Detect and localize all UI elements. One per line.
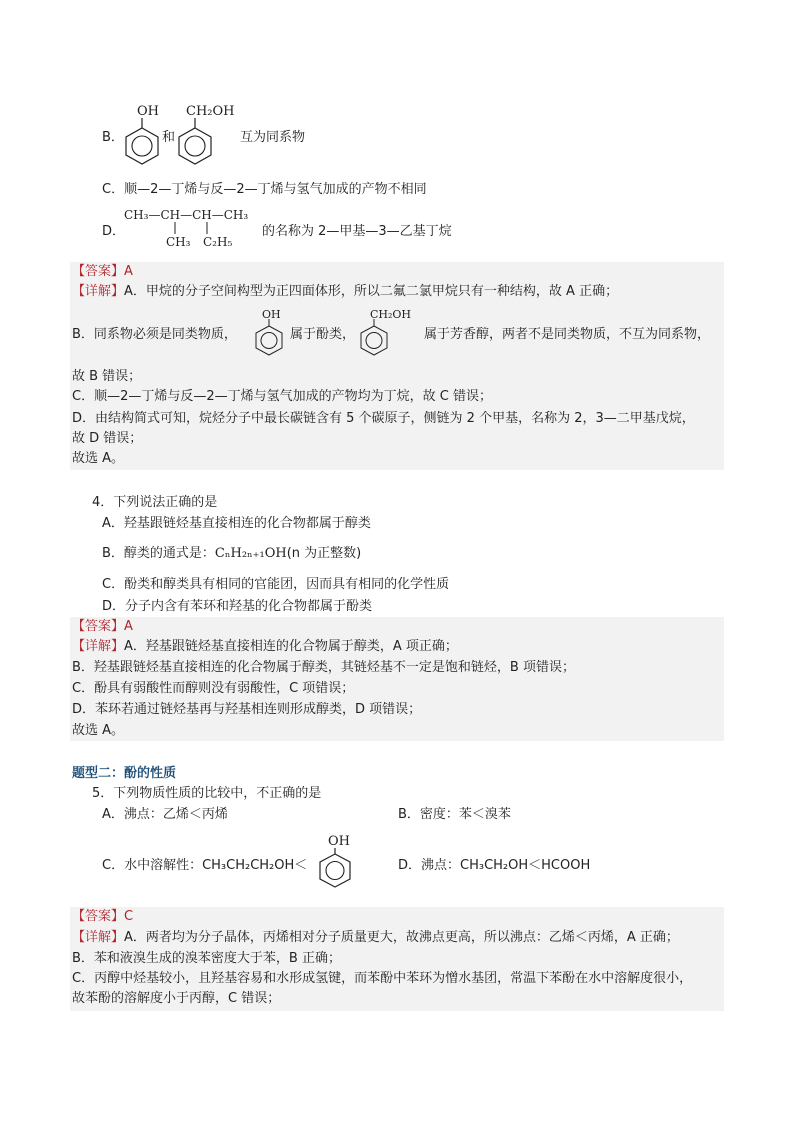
detail-line-b: B．羟基跟链烃基直接相连的化合物属于醇类，其链烃基不一定是饱和链烃，B 项错误； xyxy=(72,660,575,675)
conclusion: 故选 A。 xyxy=(72,723,125,738)
q5-phenol-oh: OH xyxy=(328,834,350,849)
phenol-small-structure xyxy=(253,319,285,359)
option-d-prefix: D． xyxy=(102,224,126,239)
phenol-oh-small: OH xyxy=(262,308,281,321)
detail-line-a: 【详解】A．甲烷的分子空间构型为正四面体形，所以二氟二氯甲烷只有一种结构，故 A 正确； xyxy=(72,284,619,299)
option-d-tail: 的名称为 2—甲基—3—乙基丁烷 xyxy=(262,224,452,239)
formula: CₙH₂ₙ₊₁OH xyxy=(214,546,287,561)
benzyl-small-structure xyxy=(358,319,390,359)
q5-option-d: D．沸点：CH₃CH₂OH＜HCOOH xyxy=(398,858,591,873)
phenol-structure xyxy=(122,118,162,170)
benzyl-ch2oh-label: CH₂OH xyxy=(186,104,235,119)
q4-option-c: C．酚类和醇类具有相同的官能团，因而具有相同的化学性质 xyxy=(102,577,450,592)
q4-option-d: D．分子内含有苯环和羟基的化合物都属于酚类 xyxy=(102,599,373,614)
q5-option-a: A．沸点：乙烯＜丙烯 xyxy=(102,807,228,822)
section-title: 题型二：酚的性质 xyxy=(72,766,177,781)
option-b-prefix: B． xyxy=(102,130,124,145)
option-d-sub1: CH₃ xyxy=(166,235,191,249)
answer-line: 【答案】A xyxy=(72,264,133,279)
q4-option-b: B．醇类的通式是：CₙH₂ₙ₊₁OH(n 为正整数) xyxy=(102,546,362,561)
detail-line-c: C．顺—2—丁烯与反—2—丁烯与氢气加成的产物均为丁烷，故 C 错误； xyxy=(72,389,492,404)
detail-line-c: C．酚具有弱酸性而醇则没有弱酸性，C 项错误； xyxy=(72,681,355,696)
option-b-tail: 互为同系物 xyxy=(240,130,306,145)
detail-line-a: 【详解】A．两者均为分子晶体，丙烯相对分子质量更大，故沸点更高，所以沸点：乙烯＜丙烯，A 正确； xyxy=(72,930,679,945)
detail-line-d1: D．由结构简式可知，烷烃分子中最长碳链含有 5 个碳原子，侧链为 2 个甲基，名称为 2，3—二甲基戊烷， xyxy=(72,411,695,426)
phenol-oh-label: OH xyxy=(137,104,159,119)
detail-line-b: B．苯和液溴生成的溴苯密度大于苯，B 正确； xyxy=(72,951,341,966)
benzyl-alcohol-structure xyxy=(175,118,215,170)
q4-option-a: A．羟基跟链烃基直接相连的化合物都属于醇类 xyxy=(102,516,371,531)
answer-block-q4 xyxy=(70,617,724,741)
answer-block-q3 xyxy=(70,262,724,470)
detail-line-b-part2: 属于酚类， xyxy=(290,327,356,342)
q5-phenol-structure xyxy=(315,848,355,892)
detail-line-d: D．苯环若通过链烃基再与羟基相连则形成醇类，D 项错误； xyxy=(72,702,422,717)
detail-line-d2: 故 D 错误； xyxy=(72,431,143,446)
detail-line-c1: C．丙醇中烃基较小，且羟基容易和水形成氢键，而苯酚中苯环为憎水基团，常温下苯酚在水中溶解度很小， xyxy=(72,971,693,986)
detail-line-b-part1: B．同系物必须是同类物质， xyxy=(72,327,237,342)
detail-line-c2: 故苯酚的溶解度小于丙醇，C 错误； xyxy=(72,991,281,1006)
detail-line-b-part4: 故 B 错误； xyxy=(72,369,142,384)
answer-line: 【答案】C xyxy=(72,909,134,924)
q4-stem: 4．下列说法正确的是 xyxy=(92,495,218,510)
detail-line-b-part3: 属于芳香醇，两者不是同类物质，不互为同系物， xyxy=(424,327,711,342)
option-c-text: C．顺—2—丁烯与反—2—丁烯与氢气加成的产物不相同 xyxy=(102,182,427,197)
conclusion: 故选 A。 xyxy=(72,451,125,466)
q5-stem: 5．下列物质性质的比较中，不正确的是 xyxy=(92,786,322,801)
option-d-chain: CH₃—CH—CH—CH₃ xyxy=(124,208,249,222)
benzyl-ch2oh-small: CH₂OH xyxy=(370,308,412,321)
and-word: 和 xyxy=(162,130,176,145)
q5-option-b: B．密度：苯＜溴苯 xyxy=(398,807,511,822)
detail-line-a: 【详解】A．羟基跟链烃基直接相连的化合物属于醇类，A 项正确； xyxy=(72,639,458,654)
answer-block-q5 xyxy=(70,907,724,1011)
answer-line: 【答案】A xyxy=(72,619,133,634)
option-d-sub2: C₂H₅ xyxy=(203,235,233,249)
q5-option-c: C．水中溶解性：CH₃CH₂CH₂OH＜ xyxy=(102,858,308,873)
